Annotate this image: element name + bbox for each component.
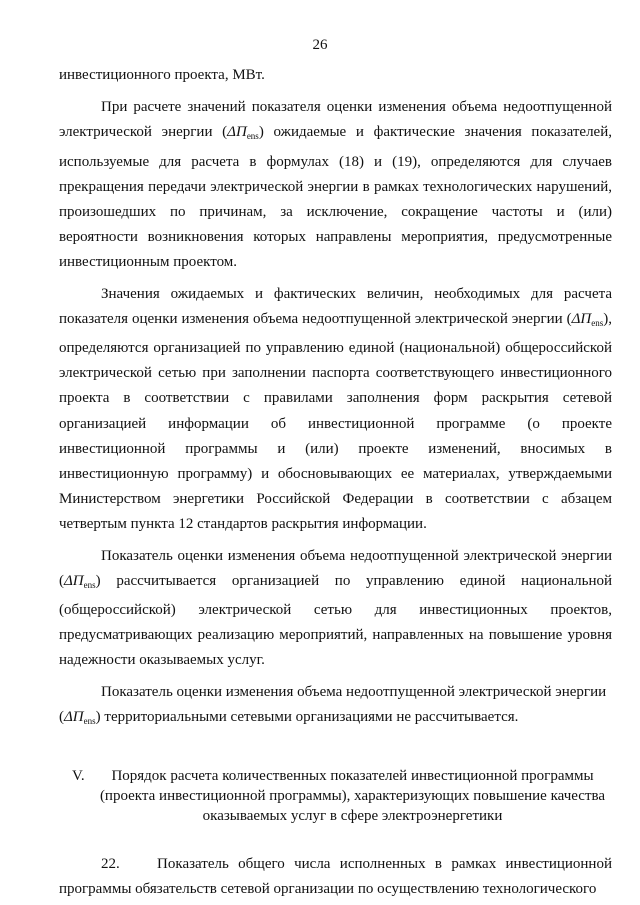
paragraph-continuation: инвестиционного проекта, МВт.	[59, 67, 265, 83]
page-number: 26	[312, 37, 328, 53]
section-number: V.	[72, 768, 85, 785]
paragraph-text: При расчете значений показателя оценки изменения объема недоотпущенной электрической энергии (	[59, 99, 612, 141]
page-body	[59, 63, 612, 902]
paragraph-text: Показатель оценки изменения объема недоотпущенной электрической энергии (	[59, 547, 612, 589]
item-number: 22.	[101, 856, 120, 873]
paragraph-text: ) ожидаемые и фактические значения показателей, используемые для расчета в формулах (18) и (19), определяются для случаев прекращения передачи электрической энергии в рамках технологических нарушений, произошедших по причинам, за исключение, сокращение частоты и (или) вероятности возникновения которых направлены мероприятия, предусмотренные инвестиционным проектом.	[59, 124, 612, 271]
section-title: Порядок расчета количественных показателей инвестиционной программы (проекта инвестиционной программы), характеризующих повышение качества оказываемых услуг в сфере электроэнергетики	[99, 768, 606, 825]
delta-p-symbol: ΔП	[64, 708, 84, 725]
paragraph-territorial-grid	[59, 680, 612, 734]
paragraph-text: ) рассчитывается организацией по управлению единой национальной (общероссийской) электрической сетью для инвестиционных проектов, предусматривающих реализацию мероприятий, направленных на повышение уровня надежности оказываемых услуг.	[59, 572, 612, 669]
delta-p-subscript: ens	[83, 715, 96, 726]
paragraph-values-determination	[59, 282, 612, 538]
delta-p-subscript: ens	[246, 131, 259, 142]
delta-p-subscript: ens	[591, 317, 604, 328]
section-heading	[59, 766, 612, 826]
paragraph-national-grid	[59, 544, 612, 674]
paragraph-calculation-conditions	[59, 95, 612, 275]
delta-p-symbol: ΔП	[227, 124, 247, 141]
paragraph-item-22	[59, 852, 612, 902]
delta-p-subscript: ens	[83, 579, 96, 590]
delta-p-symbol: ΔП	[571, 310, 592, 327]
paragraph-text: Показатель общего числа исполненных в рамках инвестиционной программы обязательств сетевой организации по осуществлению технологического	[59, 856, 612, 898]
paragraph-text: (	[59, 708, 64, 725]
delta-p-symbol: ΔП	[64, 572, 84, 589]
paragraph-text: Значения ожидаемых и фактических величин, необходимых для расчета показателя оценки изменения объема недоотпущенной электрической энергии (	[59, 285, 612, 327]
paragraph-text: ) территориальными сетевыми организациями не рассчитывается.	[95, 708, 519, 725]
paragraph-text: Показатель оценки изменения объема недоотпущенной электрической энергии	[101, 683, 607, 700]
paragraph-text: ), определяются организацией по управлению единой (национальной) общероссийской электрической сетью при заполнении паспорта соответствующего инвестиционного проекта в соответствии с правилами заполнения форм раскрытия сетевой организацией информации об инвестиционной программе (о проекте инвестиционной программы и (или) проекте изменений, вносимых в инвестиционную программу) и обосновывающих ее материалах, утверждаемыми Министерством энергетики Российской Федерации в соответствии с абзацем четвертым пункта 12 стандартов раскрытия информации.	[59, 310, 612, 533]
